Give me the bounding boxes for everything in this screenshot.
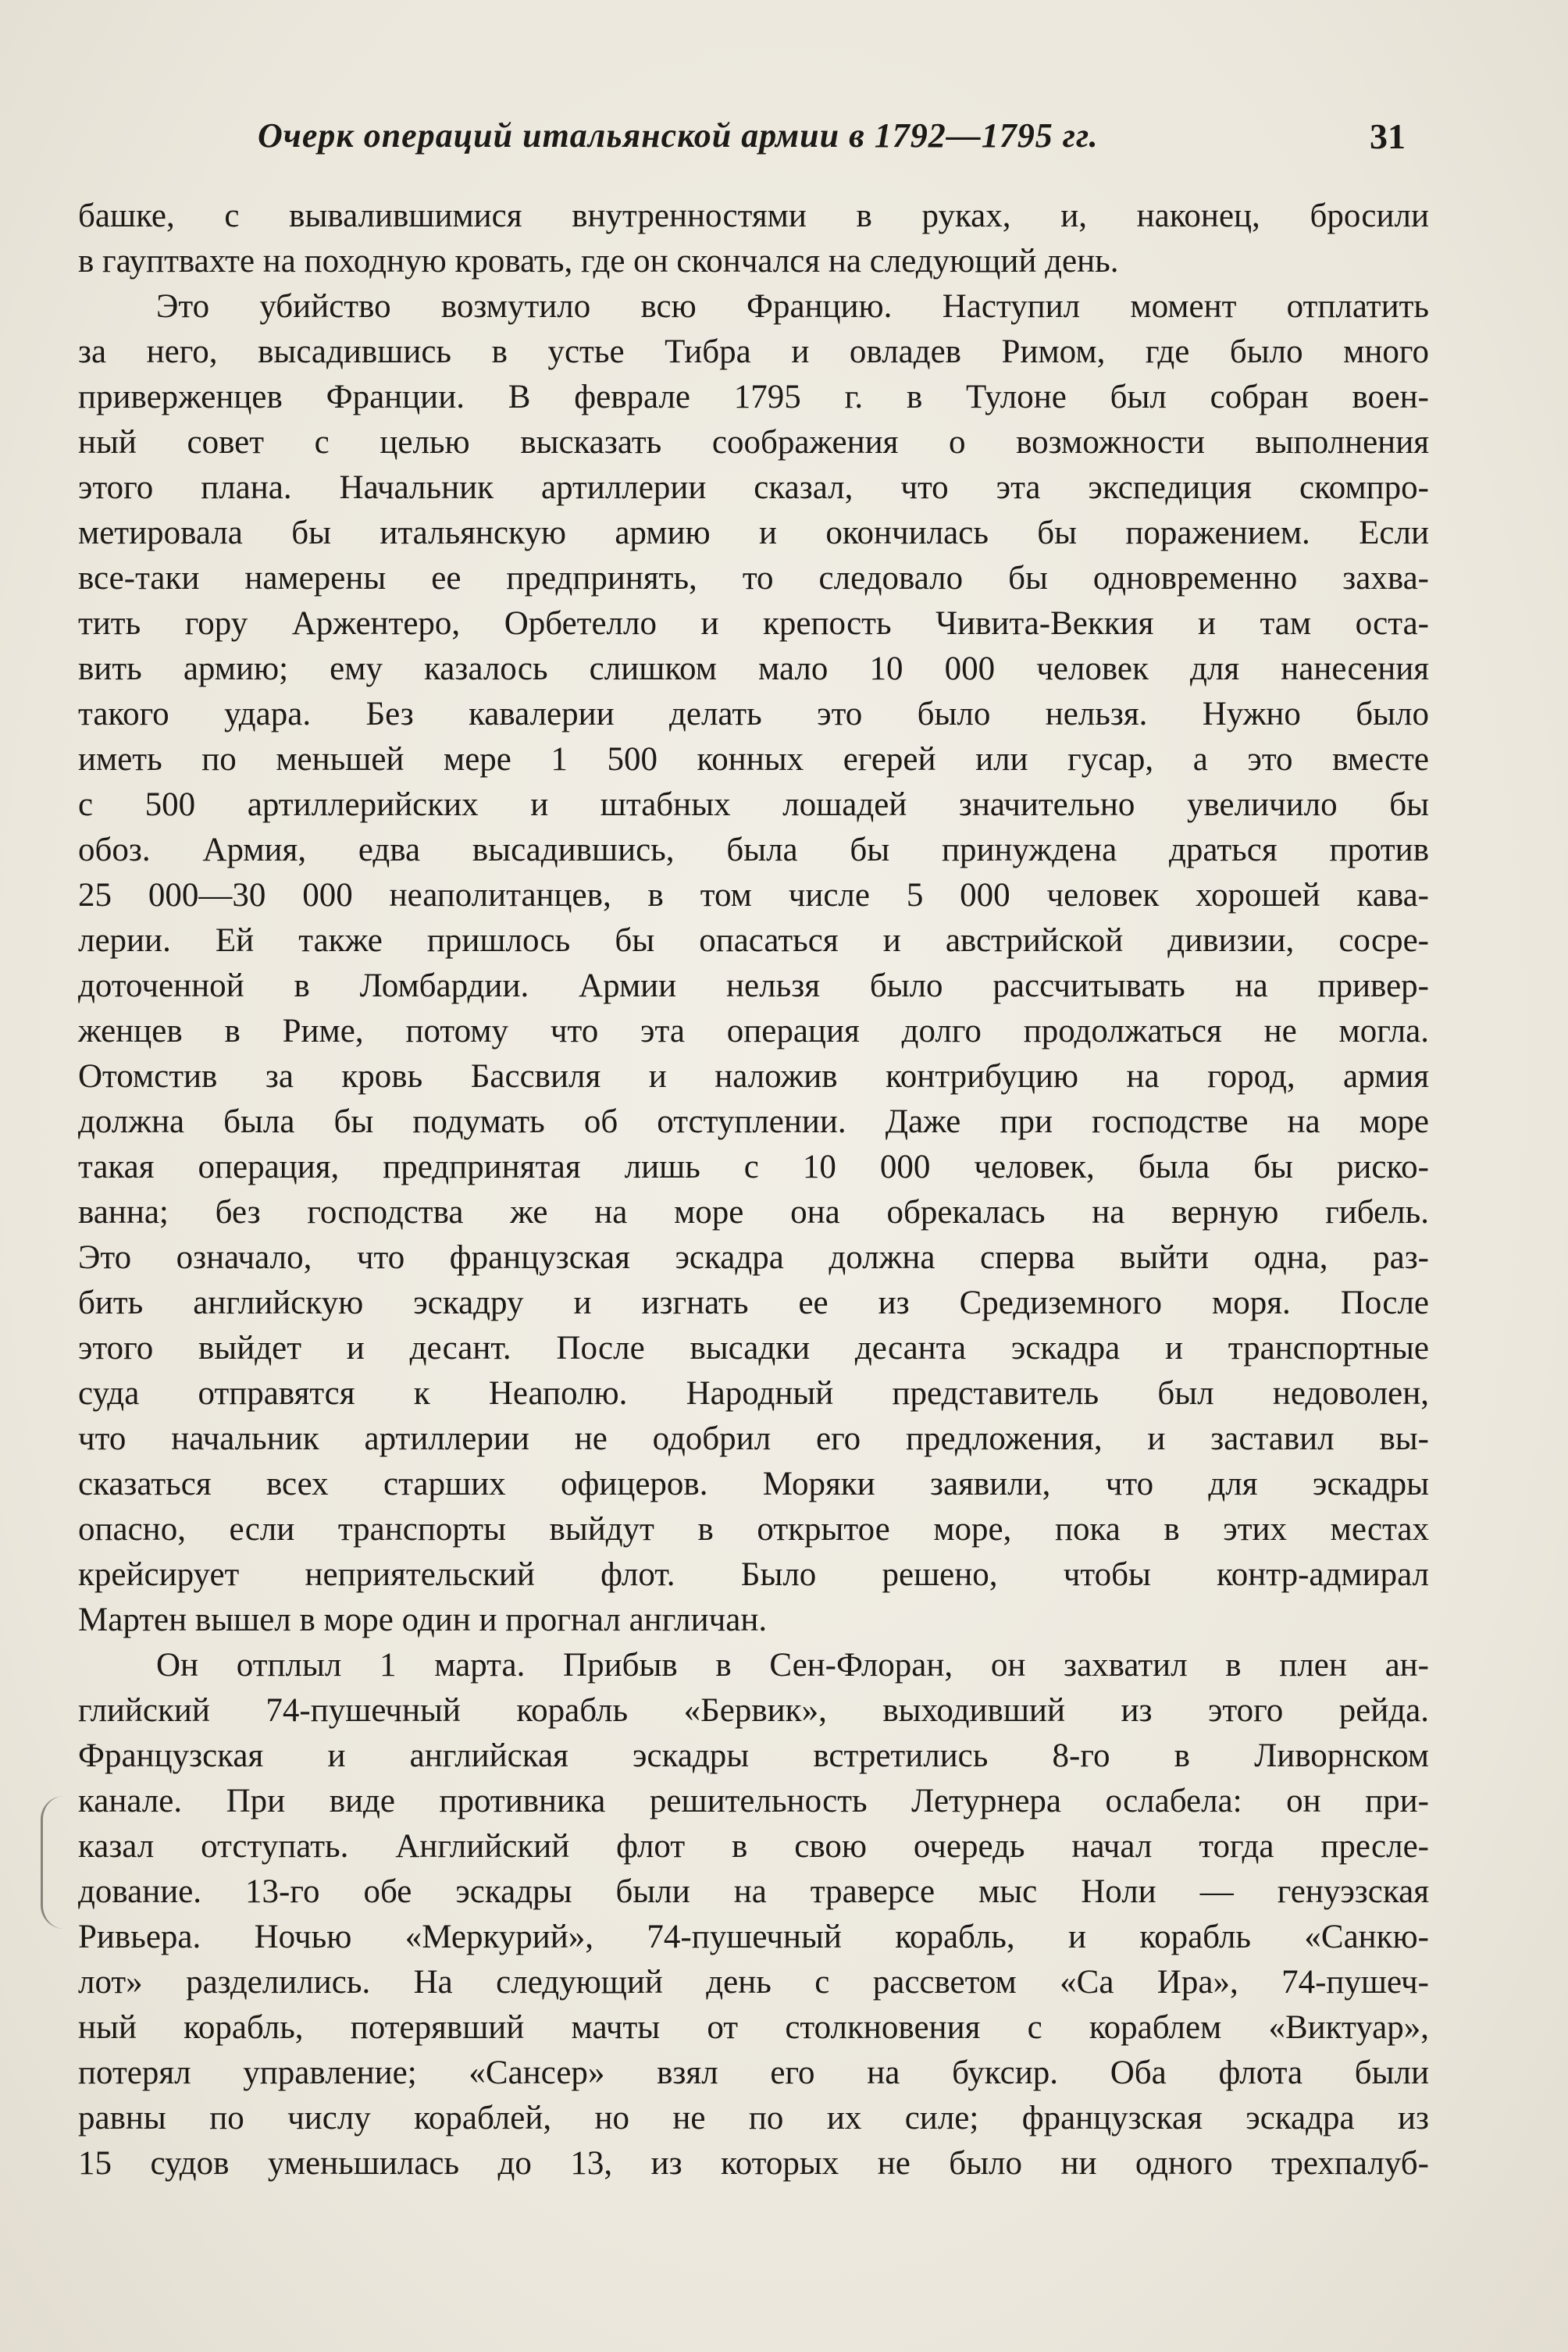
text-line: такая операция, предпринятая лишь с 10 000 человек, была бы риско- xyxy=(78,1149,1429,1185)
text-line: 15 судов уменьшилась до 13, из которых не было ни одного трехпалуб- xyxy=(78,2145,1429,2182)
running-head xyxy=(258,116,1406,170)
text-line: потерял управление; «Сансер» взял его на буксир. Оба флота были xyxy=(78,2054,1429,2091)
text-line: башке, с вывалившимися внутренностями в руках, и, наконец, бросили xyxy=(78,198,1429,234)
text-line: с 500 артиллерийских и штабных лошадей значительно увеличило бы xyxy=(78,786,1429,823)
text-line: этого плана. Начальник артиллерии сказал, что эта экспедиция скомпро- xyxy=(78,469,1429,506)
text-line: Отомстив за кровь Бассвиля и наложив контрибуцию на город, армия xyxy=(78,1058,1429,1095)
text-line: должна была бы подумать об отступлении. Даже при господстве на море xyxy=(78,1103,1429,1140)
text-line: глийский 74-пушечный корабль «Бервик», выходивший из этого рейда. xyxy=(78,1692,1429,1729)
text-line: этого выйдет и десант. После высадки десанта эскадра и транспортные xyxy=(78,1330,1429,1367)
text-line: метировала бы итальянскую армию и окончилась бы поражением. Если xyxy=(78,515,1429,551)
text-line: Это означало, что французская эскадра должна сперва выйти одна, раз- xyxy=(78,1239,1429,1276)
text-line: казал отступать. Английский флот в свою очередь начал тогда пресле- xyxy=(78,1828,1429,1865)
text-line: такого удара. Без кавалерии делать это было нельзя. Нужно было xyxy=(78,696,1429,732)
text-line: ный совет с целью высказать соображения о возможности выполнения xyxy=(78,424,1429,461)
text-line: что начальник артиллерии не одобрил его предложения, и заставил вы- xyxy=(78,1420,1429,1457)
text-line: опасно, если транспорты выйдут в открытое море, пока в этих местах xyxy=(78,1511,1429,1548)
text-line: Ривьера. Ночью «Меркурий», 74-пушечный корабль, и корабль «Санкю- xyxy=(78,1919,1429,1955)
text-line: доточенной в Ломбардии. Армии нельзя было рассчитывать на привер- xyxy=(78,968,1429,1004)
pencil-margin-mark xyxy=(41,1796,74,1929)
text-line: лот» разделились. На следующий день с рассветом «Са Ира», 74-пушеч- xyxy=(78,1964,1429,2001)
text-line: бить английскую эскадру и изгнать ее из Средиземного моря. После xyxy=(78,1285,1429,1321)
text-line: равны по числу кораблей, но не по их силе; французская эскадра из xyxy=(78,2100,1429,2136)
text-line: в гауптвахте на походную кровать, где он скончался на следующий день. xyxy=(78,243,1119,280)
text-line: ванна; без господства же на море она обрекалась на верную гибель. xyxy=(78,1194,1429,1231)
paragraph-start-line: Это убийство возмутило всю Францию. Наступил момент отплатить xyxy=(156,288,1429,325)
text-line: суда отправятся к Неаполю. Народный представитель был недоволен, xyxy=(78,1375,1429,1412)
text-line: обоз. Армия, едва высадившись, была бы принуждена драться против xyxy=(78,832,1429,868)
text-line: вить армию; ему казалось слишком мало 10 000 человек для нанесения xyxy=(78,650,1429,687)
text-line: дование. 13-го обе эскадры были на траверсе мыс Ноли — генуэзская xyxy=(78,1873,1429,1910)
text-line: сказаться всех старших офицеров. Моряки заявили, что для эскадры xyxy=(78,1466,1429,1502)
running-title: Очерк операций итальянской армии в 1792—1795 гг. xyxy=(258,116,1099,155)
text-line: Мартен вышел в море один и прогнал англичан. xyxy=(78,1602,768,1638)
text-line: за него, высадившись в устье Тибра и овладев Римом, где было много xyxy=(78,333,1429,370)
text-line: крейсирует неприятельский флот. Было решено, чтобы контр-адмирал xyxy=(78,1556,1429,1593)
text-line: женцев в Риме, потому что эта операция долго продолжаться не могла. xyxy=(78,1013,1429,1049)
text-line: ный корабль, потерявший мачты от столкновения с кораблем «Виктуар», xyxy=(78,2009,1429,2046)
text-line: тить гору Аржентеро, Орбетелло и крепость Чивита-Веккия и там оста- xyxy=(78,605,1429,642)
text-line: Французская и английская эскадры встретились 8-го в Ливорнском xyxy=(78,1737,1429,1774)
text-line: все-таки намерены ее предпринять, то следовало бы одновременно захва- xyxy=(78,560,1429,597)
text-line: канале. При виде противника решительность Летурнера ослабела: он при- xyxy=(78,1783,1429,1819)
text-line: приверженцев Франции. В феврале 1795 г. в Тулоне был собран воен- xyxy=(78,379,1429,415)
text-line: иметь по меньшей мере 1 500 конных егерей или гусар, а это вместе xyxy=(78,741,1429,778)
text-line: лерии. Ей также пришлось бы опасаться и австрийской дивизии, сосре- xyxy=(78,922,1429,959)
text-line: 25 000—30 000 неаполитанцев, в том числе 5 000 человек хорошей кава- xyxy=(78,877,1429,914)
paragraph-start-line: Он отплыл 1 марта. Прибыв в Сен-Флоран, он захватил в плен ан- xyxy=(156,1647,1429,1684)
body-text xyxy=(78,194,1429,2186)
page-number: 31 xyxy=(1370,116,1406,156)
